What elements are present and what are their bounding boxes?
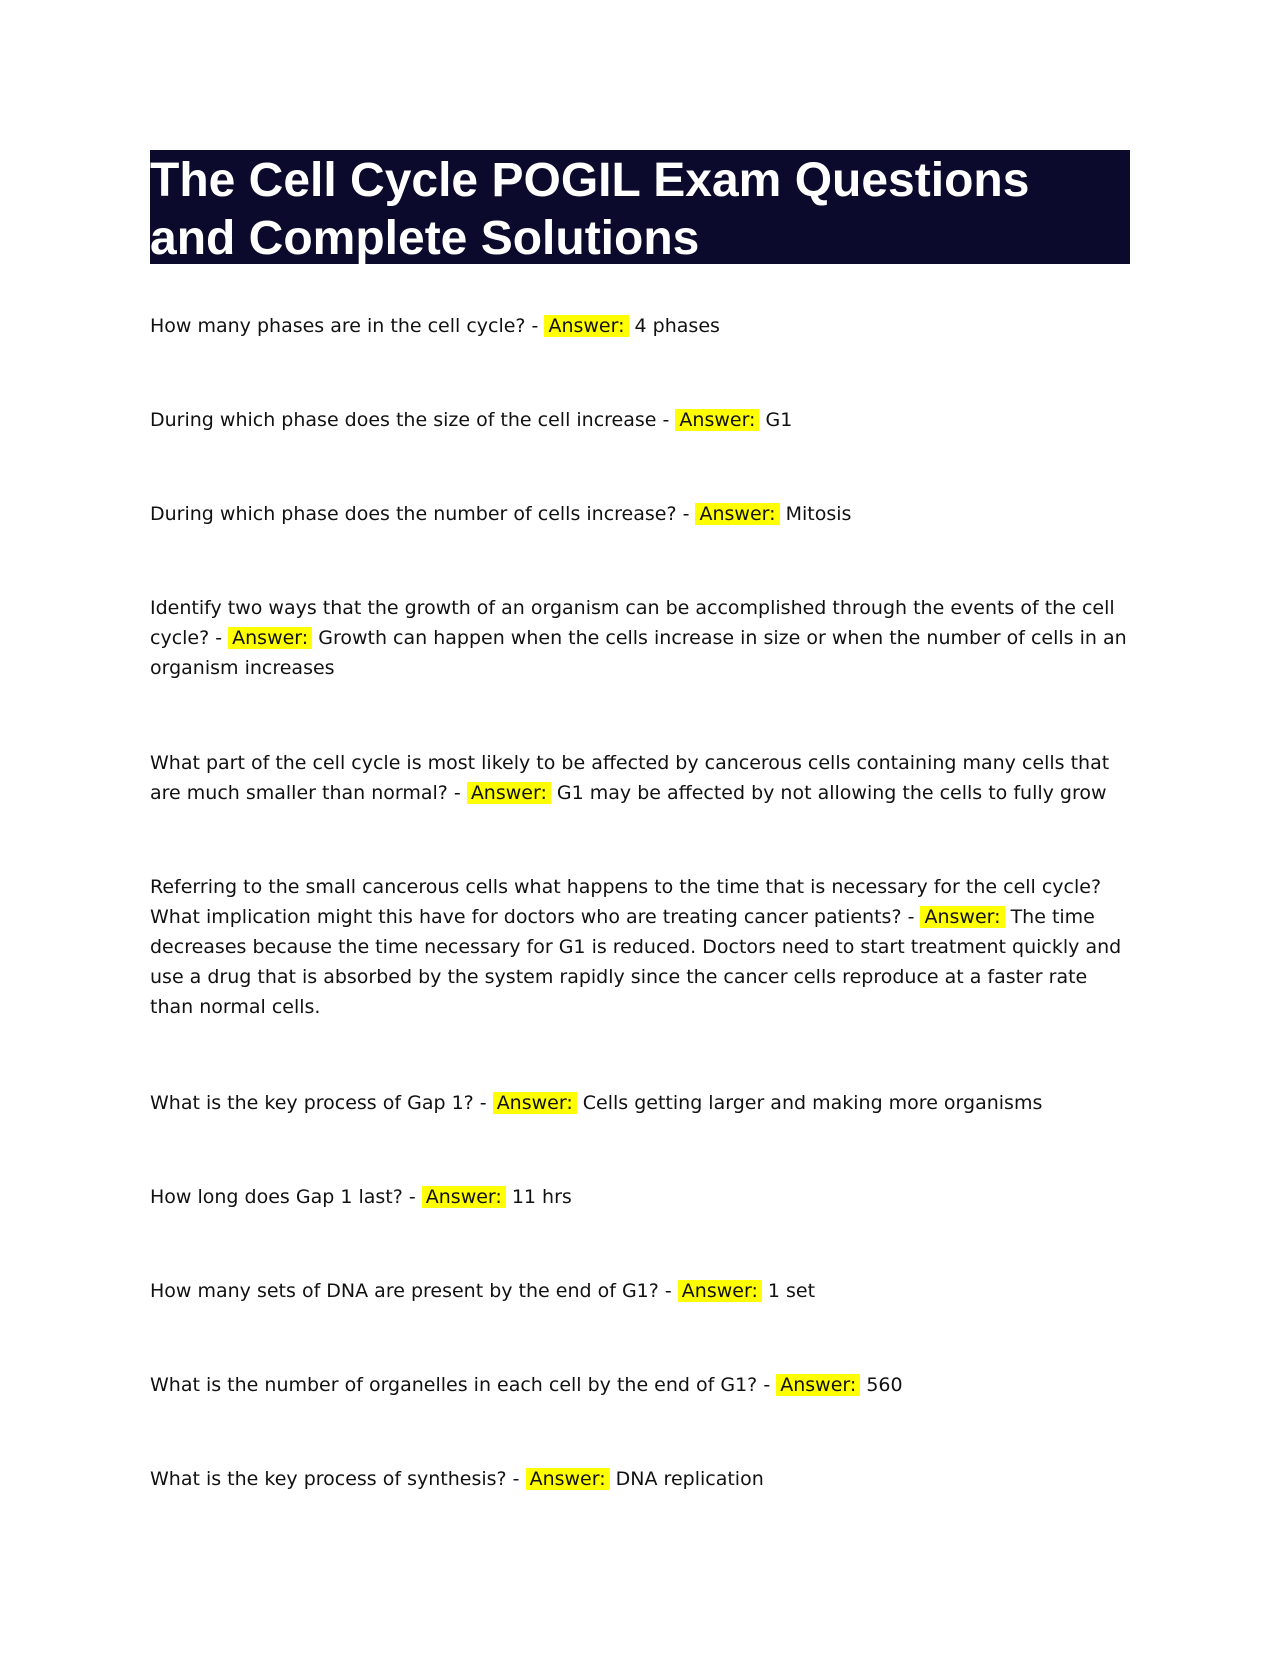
answer-text: DNA replication (615, 1468, 764, 1490)
qa-item (150, 1182, 1130, 1212)
question-text: During which phase does the size of the cell increase (150, 409, 657, 431)
question-text: What is the key process of synthesis? (150, 1468, 507, 1490)
title-line-2: and Complete Solutions (150, 212, 700, 265)
answer-label: Answer: (467, 782, 551, 804)
answer-text: 560 (866, 1374, 903, 1396)
answer-text: G1 (765, 409, 793, 431)
answer-label: Answer: (422, 1186, 506, 1208)
question-text: How many phases are in the cell cycle? (150, 315, 526, 337)
answer-label: Answer: (493, 1092, 577, 1114)
qa-item (150, 1088, 1130, 1118)
title-line-1: The Cell Cycle POGIL Exam Questions (150, 154, 1030, 207)
separator: - (901, 906, 921, 928)
document-title (150, 150, 1130, 264)
question-text: What part of the cell cycle is most likely to be affected by cancerous cells containing many cells that are much smaller than normal? (150, 752, 1110, 804)
question-text: What is the number of organelles in each cell by the end of G1? (150, 1374, 758, 1396)
separator: - (757, 1374, 777, 1396)
qa-item (150, 499, 1130, 529)
qa-item (150, 1464, 1130, 1494)
separator: - (676, 503, 696, 525)
answer-label: Answer: (695, 503, 779, 525)
answer-label: Answer: (526, 1468, 610, 1490)
qa-item (150, 311, 1130, 341)
question-text: During which phase does the number of cells increase? (150, 503, 677, 525)
question-text: Identify two ways that the growth of an organism can be accomplished through the events of the cell cycle? (150, 597, 1115, 649)
separator: - (209, 627, 229, 649)
question-text: How long does Gap 1 last? (150, 1186, 403, 1208)
qa-item (150, 405, 1130, 435)
answer-text: Mitosis (785, 503, 852, 525)
separator: - (656, 409, 676, 431)
qa-item (150, 748, 1130, 808)
answer-text: The time decreases because the time necessary for G1 is reduced. Doctors need to start treatment quickly and use a drug that is absorbed by the system rapidly since the cancer cells reproduce at a faster rate than normal cells. (150, 906, 1122, 1018)
separator: - (525, 315, 545, 337)
document-page (150, 150, 1130, 1490)
answer-label: Answer: (678, 1280, 762, 1302)
qa-item (150, 1370, 1130, 1400)
question-text: What is the key process of Gap 1? (150, 1092, 474, 1114)
answer-label: Answer: (675, 409, 759, 431)
qa-item (150, 593, 1130, 683)
question-text: Referring to the small cancerous cells what happens to the time that is necessary for the cell cycle? What implication might this have for doctors who are treating cancer patients? (150, 876, 1102, 928)
answer-label: Answer: (228, 627, 312, 649)
answer-label: Answer: (776, 1374, 860, 1396)
separator: - (447, 782, 467, 804)
separator: - (402, 1186, 422, 1208)
qa-item (150, 872, 1130, 1022)
answer-text: 1 set (767, 1280, 816, 1302)
answer-text: Cells getting larger and making more organisms (582, 1092, 1043, 1114)
answer-label: Answer: (544, 315, 628, 337)
separator: - (473, 1092, 493, 1114)
separator: - (506, 1468, 526, 1490)
separator: - (658, 1280, 678, 1302)
answer-label: Answer: (920, 906, 1004, 928)
answer-text: 11 hrs (511, 1186, 572, 1208)
answer-text: 4 phases (634, 315, 720, 337)
answer-text: G1 may be affected by not allowing the cells to fully grow (556, 782, 1107, 804)
answer-text: Growth can happen when the cells increase in size or when the number of cells in an organism increases (150, 627, 1127, 679)
qa-item (150, 1276, 1130, 1306)
question-text: How many sets of DNA are present by the end of G1? (150, 1280, 659, 1302)
